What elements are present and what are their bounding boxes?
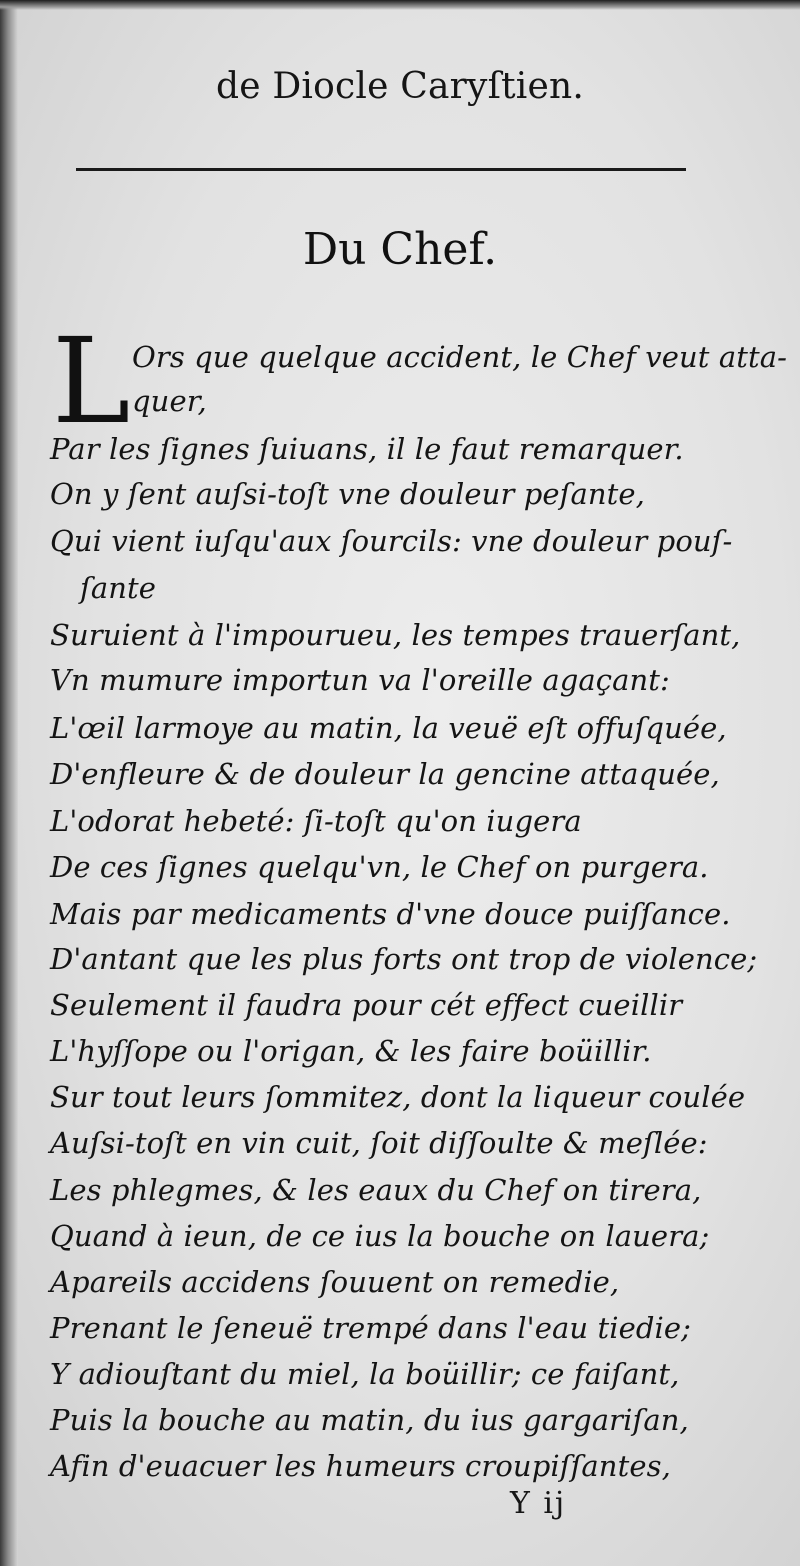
verse-line: L'odorat hebeté: ſi-toſt qu'on iugera xyxy=(50,804,582,838)
verse-line: On y ſent auſsi-toſt vne douleur peſante, xyxy=(50,477,645,511)
verse-line: Prenant le ſeneuë trempé dans l'eau tiedie; xyxy=(50,1311,692,1345)
verse-line: Qui vient iuſqu'aux ſourcils: vne douleur pouſ- xyxy=(50,524,733,558)
verse-line: Seulement il faudra pour cét effect cueillir xyxy=(50,988,683,1022)
verse-line: Puis la bouche au matin, du ius gargariſan, xyxy=(50,1403,689,1437)
verse-line: Sur tout leurs ſommitez, dont la liqueur coulée xyxy=(50,1080,746,1114)
verse-line: Y adiouſtant du miel, la boüillir; ce faiſant, xyxy=(50,1357,680,1391)
verse-line: D'antant que les plus forts ont trop de violence; xyxy=(50,942,758,976)
verse-line: quer, xyxy=(132,384,207,418)
verse-line: Suruient à l'impourueu, les tempes trauerſant, xyxy=(50,618,741,652)
verse-line: L'hyſſope ou l'origan, & les faire boüillir. xyxy=(50,1034,652,1068)
verse-line: De ces ſignes quelqu'vn, le Chef on purgera. xyxy=(50,850,709,884)
signature-mark: Y ij xyxy=(510,1486,567,1521)
running-head: de Diocle Caryſtien. xyxy=(215,66,585,107)
verse-line: Les phlegmes, & les eaux du Chef on tirera, xyxy=(50,1173,702,1207)
verse-line: Par les ſignes ſuiuans, il le faut remarquer. xyxy=(50,432,684,466)
verse-line: L'œil larmoye au matin, la veuë eſt offuſquée, xyxy=(50,711,727,745)
section-title: Du Chef. xyxy=(302,224,498,275)
verse-line: Auſsi-toſt en vin cuit, ſoit diſſoulte & meſlée: xyxy=(50,1126,708,1160)
drop-cap: L xyxy=(52,312,131,450)
verse-line: Mais par medicaments d'vne douce puiſſance. xyxy=(50,897,731,931)
verse-line: Ors que quelque accident, le Chef veut atta- xyxy=(132,340,788,374)
verse-line: D'enfleure & de douleur la gencine attaquée, xyxy=(50,757,720,791)
verse-line: Quand à ieun, de ce ius la bouche on lauera; xyxy=(50,1219,710,1253)
verse-line: Vn mumure importun va l'oreille agaçant: xyxy=(50,663,670,697)
verse-line: ſante xyxy=(80,571,157,605)
verse-line: Apareils accidens ſouuent on remedie, xyxy=(50,1265,620,1299)
verse-line: Afin d'euacuer les humeurs croupiſſantes, xyxy=(50,1449,671,1483)
